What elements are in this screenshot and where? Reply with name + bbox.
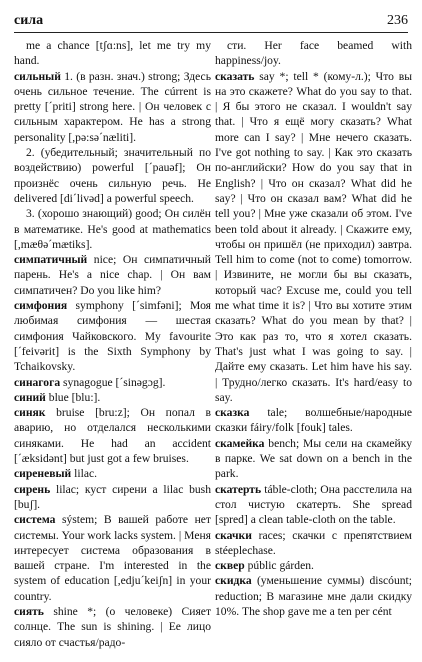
entry-headword: сиять <box>14 604 44 618</box>
dictionary-entry <box>14 38 211 69</box>
page-number: 236 <box>387 13 408 28</box>
dictionary-entry <box>215 69 412 406</box>
entry-text: lilac; куст сирени a lilac bush [buʃ]. <box>14 482 211 511</box>
entry-headword: сквер <box>215 559 245 573</box>
dictionary-entry <box>14 145 211 206</box>
entry-headword: сильный <box>14 69 61 83</box>
entry-text: blue [blu:]. <box>48 390 101 404</box>
entry-text: say *; tell * (кому-л.); Что вы на это скажете? What do you say to that. | Я бы этого не сказал. I wouldn't say that. | Что я ещё могу сказать? What more can I say? | Мне нечего сказать. I've got nothing to say. | Как это сказать по-английски? How do you say that in English? | Что он сказал? What did he say? | Что он сказал вам? What did he tell you? | Мне уже сказали об этом. I've been told about it already. | Скажите ему, чтобы он пришёл (не приходил) завтра. Tell him to come (not to come) tomorrow. | Извините, не могли бы вы сказать, который час? Excuse me, could you tell me what time it is? | Что вы хотите этим сказать? What do you mean by that? | Это как раз то, что я хотел сказать. That's just what I was going to say. | Дайте ему сказать. Let him have his say. | Трудно/легко сказать. It's hard/easy to say. <box>215 69 412 404</box>
page-header <box>14 12 408 33</box>
dictionary-entry <box>215 573 412 619</box>
entry-text: bruise [bru:z]; Он попал в аварию, но отделался несколькими синяками. He had an accident [´æksidənt] but just got a few bruises. <box>14 406 212 466</box>
entry-text: sýstem; В вашей работе нет системы. Your work lacks system. | Меня интересует система образования в вашей стране. I'm interested in the system of education [,edju´keiʃn] in your country. <box>14 513 211 603</box>
entry-text: (уменьшение суммы) discóunt; reduction; В магазине мне дали скидку 10%. The shop gave me a ten per cént <box>215 574 412 618</box>
entry-text: shine *; (о человеке) Сияет солнце. The sun is shining. | Ее лицо сияло от счастья/радо- <box>14 604 212 649</box>
entry-text: tale; волшебные/народные сказки fáiry/folk [fouk] tales. <box>215 406 412 435</box>
entry-text: 2. (убедительный; значительный по воздействию) powerful [´pauəf]; Он произнёс очень сильную речь. He delivered [di´livəd] a powerful speech. <box>14 146 211 205</box>
entry-headword: сказка <box>215 406 250 420</box>
dictionary-entry <box>14 206 211 252</box>
entry-text: táble-cloth; Она расстелила на стол чистую скатерть. She spread [spred] a clean table-cloth on the table. <box>215 482 412 527</box>
entry-headword: сиреневый <box>14 467 72 481</box>
dictionary-entry <box>14 604 211 650</box>
entry-text: públic gárden. <box>247 559 314 573</box>
right-column <box>215 38 412 619</box>
entry-headword: сказать <box>215 69 255 83</box>
entry-text: 3. (хорошо знающий) good; Он силён в математике. He's good at mathematics [,mæθə´mætiks]. <box>14 207 211 251</box>
dictionary-entry <box>14 512 211 604</box>
entry-text: races; скачки с препятствием stéeplechase. <box>215 528 413 557</box>
entry-text: synagogue [´sinəgɔg]. <box>63 375 166 389</box>
entry-headword: скидка <box>215 574 252 588</box>
entry-text: bench; Мы сели на скамейку в парке. We sat down on a bench in the park. <box>215 436 412 481</box>
dictionary-entry <box>215 38 412 69</box>
running-headword: сила <box>14 13 44 28</box>
entry-headword: синагога <box>14 375 61 389</box>
entry-headword: сирень <box>14 482 51 496</box>
dictionary-entry <box>14 466 211 481</box>
entry-headword: симпатичный <box>14 253 88 267</box>
dictionary-entry <box>14 405 211 466</box>
entry-text: me a chance [tʃɑ:ns], let me try my hand. <box>14 39 211 68</box>
dictionary-entry <box>14 375 211 390</box>
dictionary-entry <box>215 558 412 573</box>
dictionary-entry <box>215 436 412 482</box>
entry-text: 1. (в разн. знач.) strong; Здесь очень сильное течение. The cúrrent is pretty [´priti] strong here. | Он человек с сильным характером. He has a strong personality [,pə:sə´næliti]. <box>14 69 211 144</box>
entry-headword: симфония <box>14 299 68 313</box>
entry-text: сти. Her face beamed with happiness/joy. <box>215 39 412 68</box>
entry-text: lilac. <box>74 467 98 481</box>
dictionary-entry <box>14 69 211 145</box>
left-column <box>14 38 211 650</box>
dictionary-entry <box>14 252 211 298</box>
entry-text: nice; Он симпатичный парень. He's a nice chap. | Он вам симпатичен? Do you like him? <box>14 253 211 297</box>
entry-text: symphony [´simfəni]; Моя любимая симфония — шестая симфония Чайковского. My favourite [´feivərit] is the Sixth Symphony by Tchaikovsky. <box>14 299 211 374</box>
entry-headword: синяк <box>14 406 46 420</box>
dictionary-entry <box>215 405 412 436</box>
entry-headword: система <box>14 513 56 527</box>
dictionary-entry <box>215 482 412 528</box>
entry-headword: скатерть <box>215 482 262 496</box>
dictionary-entry <box>215 528 412 559</box>
entry-headword: скачки <box>215 528 252 542</box>
dictionary-entry <box>14 390 211 405</box>
dictionary-entry <box>14 298 211 374</box>
entry-headword: синий <box>14 390 46 404</box>
dictionary-entry <box>14 482 211 513</box>
entry-headword: скамейка <box>215 436 265 450</box>
